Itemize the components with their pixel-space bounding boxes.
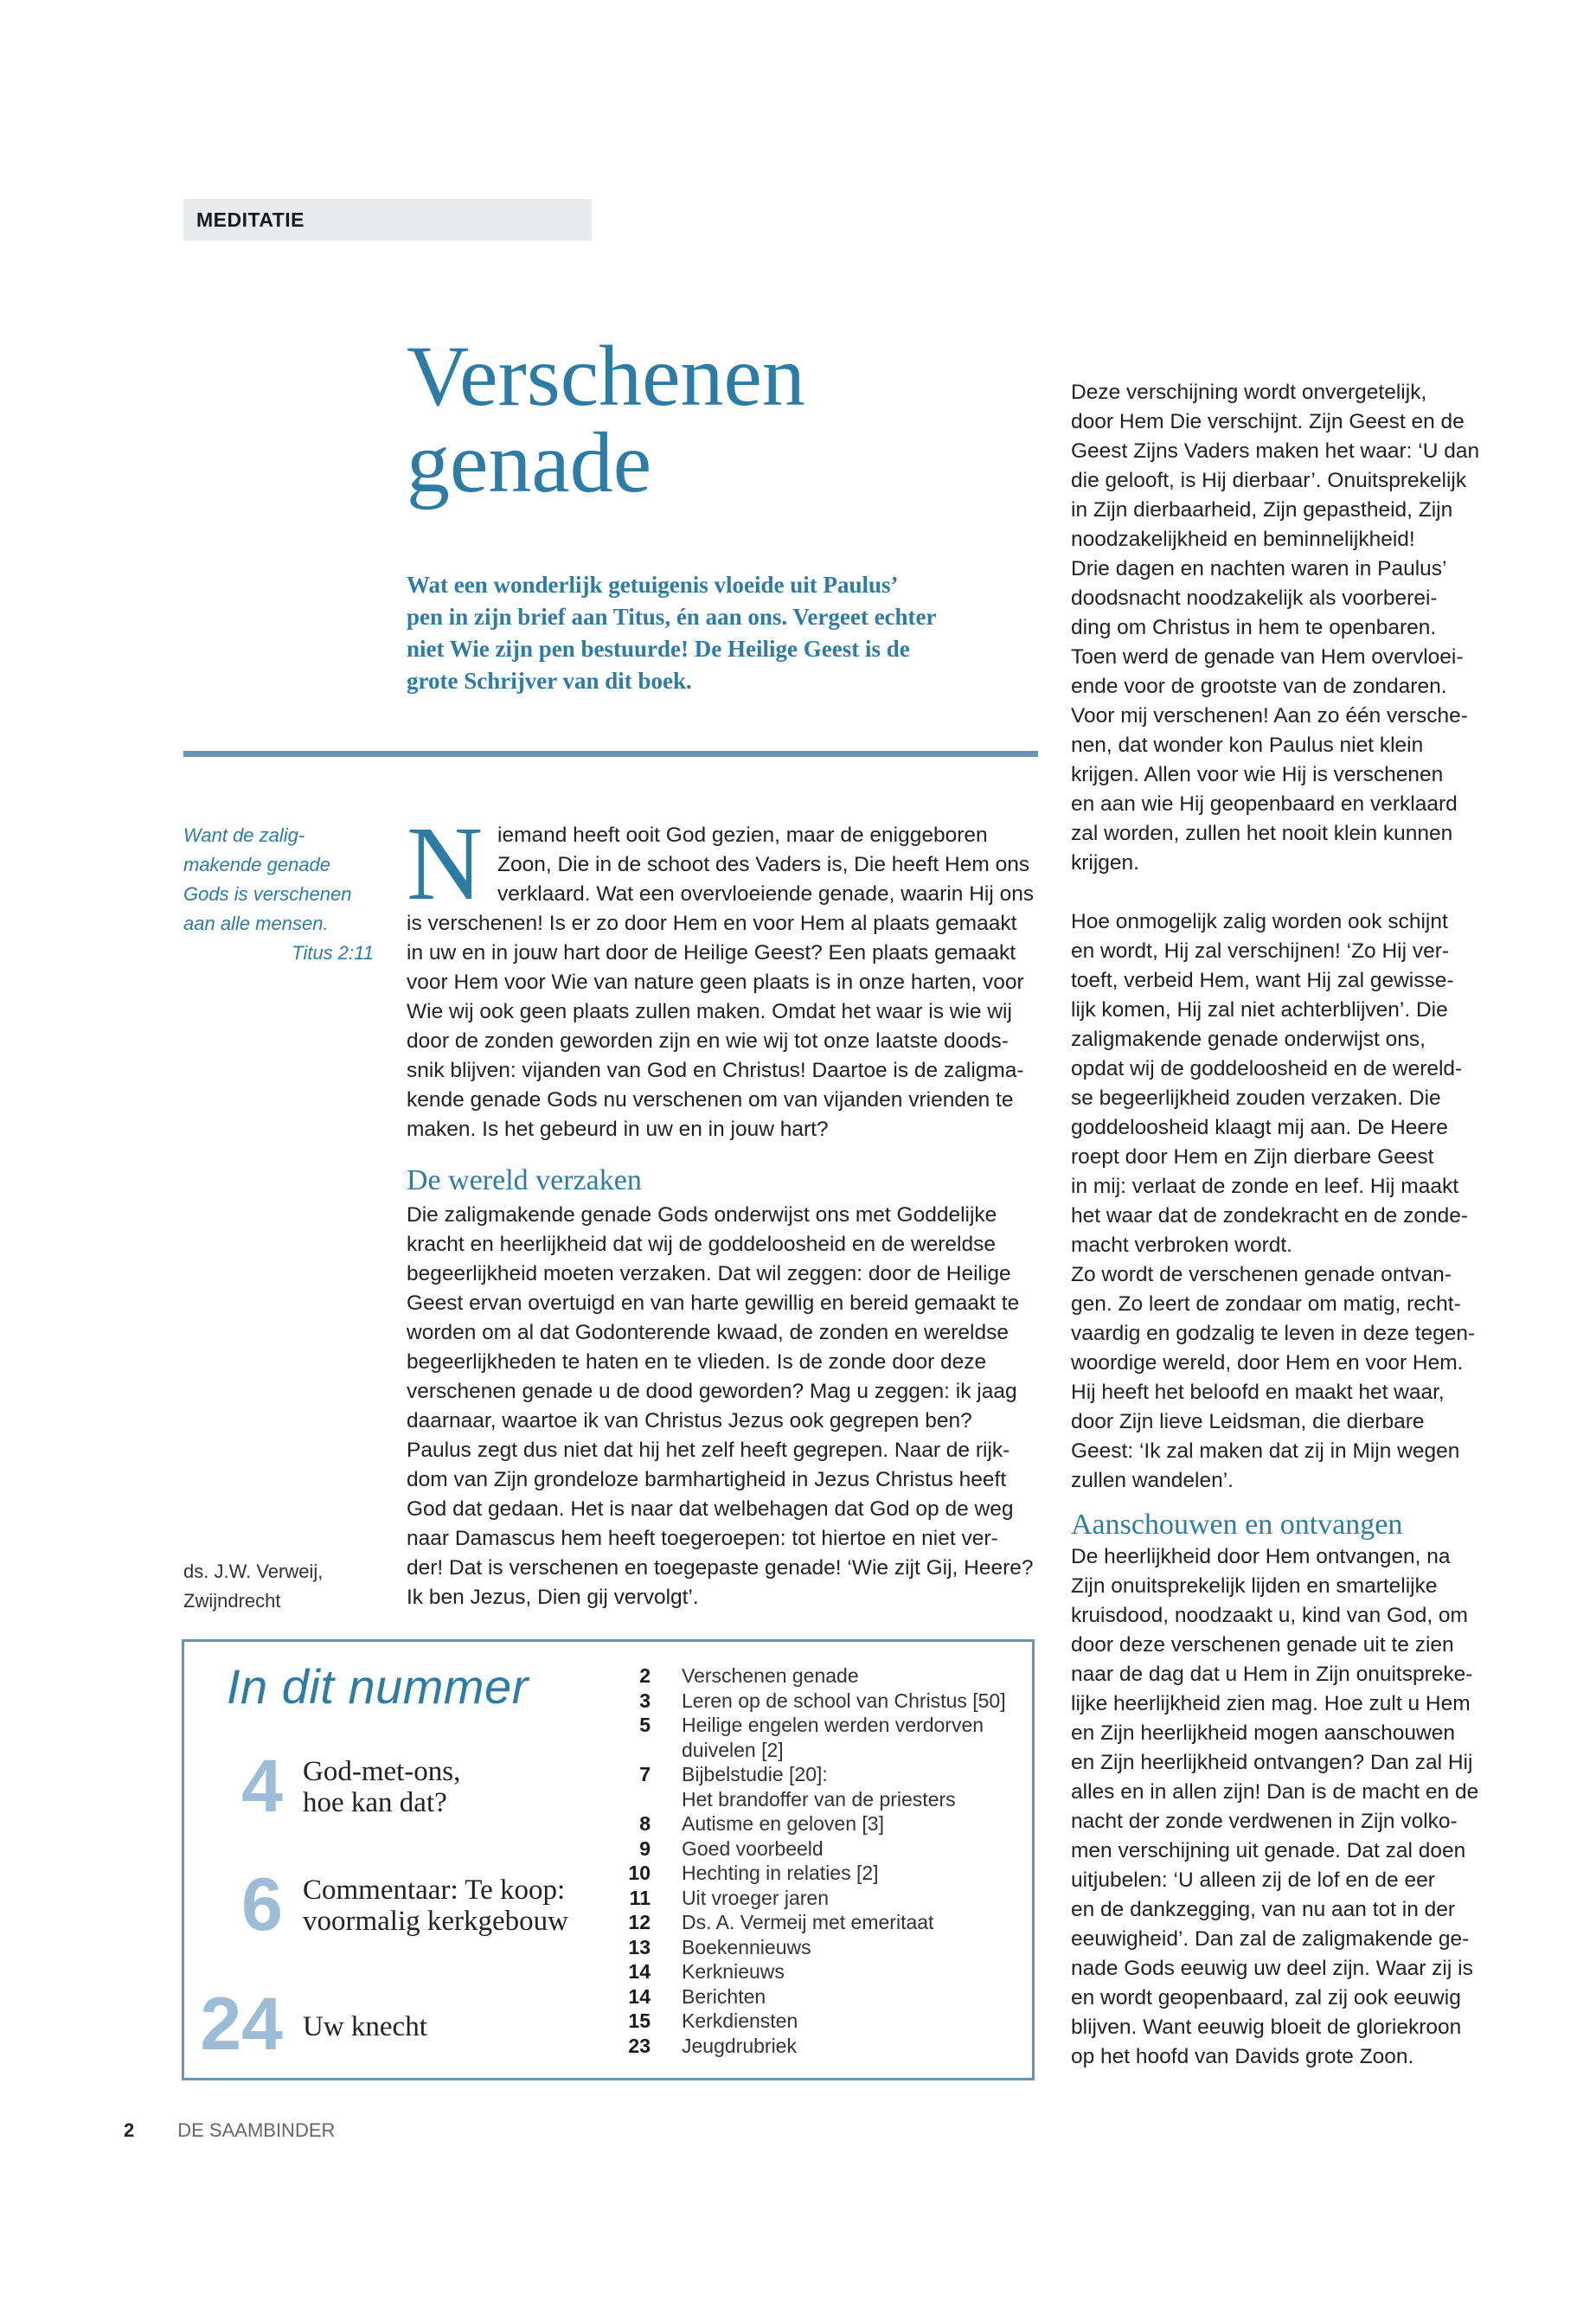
paragraph-gap bbox=[1071, 878, 1486, 907]
body-line: lijke heerlijkheid zien mag. Hoe zult u Hem bbox=[1071, 1692, 1471, 1715]
quote-line: Gods is verschenen bbox=[183, 883, 352, 905]
feature-label bbox=[303, 1875, 614, 1937]
body-line: ende voor de grootste van de zondaren. bbox=[1071, 675, 1447, 698]
body-line: in Zijn dierbaarheid, Zijn gepastheid, Zijn bbox=[1071, 498, 1453, 522]
toc-entry-title: Goed voorbeeld bbox=[682, 1836, 824, 1860]
body-line: De heerlijkheid door Hem ontvangen, na bbox=[1071, 1545, 1451, 1568]
feature-number: 24 bbox=[200, 1983, 283, 2066]
body-line: verklaard. Wat een overvloeiende genade, waarin Hij ons bbox=[497, 882, 1035, 906]
body-line: God dat gedaan. Het is naar dat welbehagen dat God op de weg bbox=[407, 1497, 1014, 1521]
toc-entry[interactable] bbox=[606, 1959, 1029, 1984]
body-line: iemand heeft ooit God gezien, maar de eniggeboren bbox=[497, 824, 988, 847]
body-line: dom van Zijn grondeloze barmhartigheid in Jezus Christus heeft bbox=[407, 1468, 1007, 1491]
feature-line: hoe kan dat? bbox=[303, 1787, 447, 1818]
body-line: en de dankzegging, van nu aan tot in der bbox=[1071, 1898, 1456, 1921]
toc-page: 10 bbox=[628, 1862, 651, 1884]
body-line: uitjubelen: ‘U alleen zij de lof en de eer bbox=[1071, 1868, 1435, 1892]
toc-page: 15 bbox=[628, 2009, 651, 2032]
toc-page: 14 bbox=[628, 1984, 651, 2008]
body-line: door Hem Die verschijnt. Zijn Geest en de bbox=[1071, 410, 1465, 433]
toc-entry[interactable] bbox=[606, 1663, 1029, 1689]
body-line: Geest Zijns Vaders maken het waar: ‘U dan bbox=[1071, 439, 1480, 463]
article-title bbox=[407, 328, 1012, 510]
body-line: alles en in allen zijn! Dan is de macht en de bbox=[1071, 1780, 1479, 1804]
feature-line: God-met-ons, bbox=[303, 1756, 461, 1787]
body-line: blijven. Want eeuwig bloeit de gloriekroon bbox=[1071, 2016, 1462, 2039]
publication-name: DE SAAMBINDER bbox=[177, 2119, 336, 2141]
feature-label bbox=[303, 1756, 614, 1818]
toc-page: 2 bbox=[639, 1664, 651, 1687]
toc-entry-title: Autisme en geloven [3] bbox=[682, 1812, 884, 1835]
body-line: noodzakelijkheid en beminnelijkheid! bbox=[1071, 528, 1415, 551]
body-line: toeft, verbeid Hem, want Hij zal gewisse- bbox=[1071, 969, 1454, 992]
body-line: die gelooft, is Hij dierbaar’. Onuitsprekelijk bbox=[1071, 469, 1467, 492]
body-line: der! Dat is verschenen en toegepaste genade! ‘Wie zijt Gij, Heere? bbox=[407, 1556, 1034, 1580]
body-line: en Zijn heerlijkheid mogen aanschouwen bbox=[1071, 1721, 1456, 1745]
lead-line: pen in zijn brief aan Titus, én aan ons. Vergeet echter bbox=[407, 604, 937, 630]
body-line: verschenen genade u de dood geworden? Mag u zeggen: ik jaag bbox=[407, 1380, 1017, 1403]
body-line: in mij: verlaat de zonde en leef. Hij maakt bbox=[1071, 1175, 1459, 1198]
toc-entry-title: Jeugdrubriek bbox=[682, 2034, 797, 2057]
body-line: in uw en in jouw hart door de Heilige Geest? Een plaats gemaakt bbox=[407, 941, 1016, 965]
toc-entry[interactable] bbox=[606, 1886, 1029, 1911]
body-line: kruisdood, noodzaakt u, kind van God, om bbox=[1071, 1604, 1468, 1627]
lead-line: Wat een wonderlijk getuigenis vloeide uit Paulus’ bbox=[407, 572, 899, 598]
toc-page: 23 bbox=[628, 2034, 651, 2057]
body-line: zal worden, zullen het nooit klein kunnen bbox=[1071, 822, 1453, 845]
body-line: zaligmakende genade onderwijst ons, bbox=[1071, 1028, 1426, 1051]
toc-entry[interactable] bbox=[606, 2009, 1029, 2034]
section-label: MEDITATIE bbox=[183, 199, 592, 240]
body-line: Die zaligmakende genade Gods onderwijst ons met Goddelijke bbox=[407, 1203, 997, 1227]
toc-entry-title: Kerkdiensten bbox=[682, 2009, 798, 2032]
body-line: Drie dagen en nachten waren in Paulus’ bbox=[1071, 557, 1447, 580]
toc-entry-title: Bijbelstudie [20]: bbox=[682, 1763, 828, 1785]
divider-rule bbox=[183, 751, 1038, 757]
body-line: het waar dat de zondekracht en de zonde- bbox=[1071, 1204, 1469, 1227]
body-line: Deze verschijning wordt onvergetelijk, bbox=[1071, 381, 1427, 404]
body-line: Geest: ‘Ik zal maken dat zij in Mijn wegen bbox=[1071, 1439, 1460, 1463]
body-line: Voor mij verschenen! Aan zo één versche- bbox=[1071, 704, 1468, 727]
body-line: snik blijven: vijanden van God en Christus! Daartoe is de zaligma- bbox=[407, 1059, 1024, 1082]
quote-line: aan alle mensen. bbox=[183, 913, 329, 934]
scripture-quote bbox=[183, 821, 374, 968]
body-line: maken. Is het gebeurd in uw en in jouw hart? bbox=[407, 1118, 829, 1141]
body-line: woordige wereld, door Hem en voor Hem. bbox=[1071, 1351, 1464, 1375]
body-line: men verschijning uit genade. Dat zal doen bbox=[1071, 1839, 1466, 1862]
body-line: is verschenen! Is er zo door Hem en voor Hem al plaats gemaakt bbox=[407, 912, 1017, 935]
body-line: Paulus zegt dus niet dat hij het zelf heeft gegrepen. Naar de rijk- bbox=[407, 1439, 1010, 1462]
toc-page: 12 bbox=[628, 1911, 651, 1933]
body-line: Geest ervan overtuigd en van harte gewillig en bereid gemaakt te bbox=[407, 1292, 1020, 1315]
body-line: Ik ben Jezus, Dien gij vervolgt’. bbox=[407, 1586, 699, 1609]
toc-page: 8 bbox=[639, 1812, 651, 1835]
body-line: nacht der zonde verdwenen in Zijn volko- bbox=[1071, 1810, 1458, 1833]
toc-entry-title: Leren op de school van Christus [50] bbox=[682, 1689, 1006, 1712]
toc-entry[interactable] bbox=[606, 1811, 1029, 1836]
toc-page: 13 bbox=[628, 1935, 651, 1958]
toc-entry-title: Heilige engelen werden verdorven bbox=[682, 1714, 984, 1736]
body-line: eeuwigheid’. Dan zal de zaligmakende ge- bbox=[1071, 1927, 1470, 1951]
toc-entry[interactable] bbox=[606, 1935, 1029, 1960]
toc-entry[interactable] bbox=[606, 1984, 1029, 2009]
toc-entry-title: Boekennieuws bbox=[682, 1935, 811, 1958]
body-line: en wordt geopenbaard, zal zij ook eeuwig bbox=[1071, 1986, 1461, 2009]
body-line: krijgen. bbox=[1071, 851, 1139, 875]
toc-entry-title: Uit vroeger jaren bbox=[682, 1886, 830, 1909]
author-place: Zwijndrecht bbox=[183, 1590, 281, 1612]
toc-title: In dit nummer bbox=[227, 1659, 529, 1714]
quote-line: makende genade bbox=[183, 854, 331, 875]
article-lead bbox=[407, 569, 1047, 697]
toc-entry[interactable] bbox=[606, 1861, 1029, 1886]
toc-entry-title: Hechting in relaties [2] bbox=[682, 1862, 879, 1884]
article-intro bbox=[407, 805, 1047, 1144]
toc-entry[interactable] bbox=[606, 1910, 1029, 1935]
toc-feature[interactable] bbox=[192, 1747, 607, 1834]
body-line: Hoe onmogelijk zalig worden ook schijnt bbox=[1071, 910, 1448, 933]
title-line: genade bbox=[407, 414, 652, 510]
body-line: nen, dat wonder kon Paulus niet klein bbox=[1071, 734, 1424, 757]
lead-line: grote Schrijver van dit boek. bbox=[407, 668, 692, 694]
drop-cap: N bbox=[407, 805, 484, 922]
body-line: kracht en heerlijkheid dat wij de goddeloosheid en de wereldse bbox=[407, 1233, 996, 1256]
toc-list bbox=[606, 1663, 1029, 2058]
feature-line: voormalig kerkgebouw bbox=[303, 1906, 569, 1937]
toc-entry[interactable] bbox=[606, 1787, 1029, 1812]
body-line: opdat wij de goddeloosheid en de wereld- bbox=[1071, 1057, 1463, 1080]
quote-line: Want de zalig- bbox=[183, 824, 305, 846]
body-line: Wie wij ook geen plaats zullen maken. Omdat het waar is wie wij bbox=[407, 1000, 1012, 1023]
body-line: gen. Zo leert de zondaar om matig, recht- bbox=[1071, 1292, 1461, 1316]
body-line: lijk komen, Hij zal niet achterblijven’. Die bbox=[1071, 998, 1448, 1022]
body-line: daarnaar, waartoe ik van Christus Jezus ook gegrepen ben? bbox=[407, 1409, 972, 1433]
body-line: door deze verschenen genade uit te zien bbox=[1071, 1633, 1454, 1657]
article-column-2 bbox=[1071, 378, 1486, 2072]
body-line: Toen werd de genade van Hem overvloei- bbox=[1071, 645, 1464, 669]
body-line: naar de dag dat u Hem in Zijn onuitspreke- bbox=[1071, 1663, 1473, 1686]
body-line: roept door Hem en Zijn dierbare Geest bbox=[1071, 1145, 1434, 1169]
toc-entry[interactable] bbox=[606, 1713, 1029, 1738]
toc-entry-title: Het brandoffer van de priesters bbox=[682, 1787, 956, 1811]
body-line: goddeloosheid klaagt mij aan. De Heere bbox=[1071, 1116, 1448, 1139]
toc-page: 7 bbox=[639, 1763, 651, 1785]
toc-entry-title: Kerknieuws bbox=[682, 1960, 785, 1983]
body-line: nade Gods eeuwig uw deel zijn. Waar zij is bbox=[1071, 1957, 1473, 1980]
body-line: Zijn onuitsprekelijk lijden en smartelijke bbox=[1071, 1574, 1438, 1598]
author-credit bbox=[183, 1557, 374, 1616]
toc-feature[interactable] bbox=[192, 1985, 607, 2072]
toc-entry-title: duivelen [2] bbox=[682, 1738, 784, 1761]
toc-feature[interactable] bbox=[192, 1863, 607, 1952]
body-line: kende genade Gods nu verschenen om van vijanden vrienden te bbox=[407, 1088, 1014, 1112]
subheading: De wereld verzaken bbox=[407, 1164, 642, 1196]
body-line: zullen wandelen’. bbox=[1071, 1469, 1234, 1492]
toc-entry-title: Verschenen genade bbox=[682, 1664, 859, 1687]
body-line: door Zijn lieve Leidsman, die dierbare bbox=[1071, 1410, 1425, 1433]
feature-number: 6 bbox=[241, 1863, 283, 1946]
feature-line: Uw knecht bbox=[303, 2011, 427, 2042]
body-line: en aan wie Hij geopenbaard en verklaard bbox=[1071, 792, 1458, 816]
author-name: ds. J.W. Verweij, bbox=[183, 1561, 324, 1582]
toc-entry-title: Ds. A. Vermeij met emeritaat bbox=[682, 1911, 934, 1933]
body-line: worden om al dat Godonterende kwaad, de zonden en wereldse bbox=[407, 1321, 1009, 1344]
body-line: door de zonden geworden zijn en wie wij tot onze laatste doods- bbox=[407, 1029, 1009, 1053]
body-line: op het hoofd van Davids grote Zoon. bbox=[1071, 2045, 1414, 2068]
subheading: Aanschouwen en ontvangen bbox=[1071, 1509, 1403, 1541]
body-line: krijgen. Allen voor wie Hij is verschenen bbox=[1071, 763, 1444, 786]
page-footer bbox=[124, 2118, 335, 2144]
feature-line: Commentaar: Te koop: bbox=[303, 1875, 566, 1906]
body-line: begeerlijkheid moeten verzaken. Dat wil zeggen: door de Heilige bbox=[407, 1262, 1011, 1285]
body-line: begeerlijkheden te haten en te vlieden. Is de zonde door deze bbox=[407, 1350, 987, 1374]
body-line: ding om Christus in hem te openbaren. bbox=[1071, 616, 1437, 639]
toc-entry[interactable] bbox=[606, 1762, 1029, 1787]
body-line: se begeerlijkheid zouden verzaken. Die bbox=[1071, 1086, 1441, 1110]
body-line: voor Hem voor Wie van nature geen plaats is in onze harten, voor bbox=[407, 971, 1024, 994]
toc-page: 11 bbox=[629, 1886, 651, 1909]
toc-page: 9 bbox=[639, 1836, 651, 1860]
body-line: vaardig en godzalig te leven in deze tegen- bbox=[1071, 1322, 1476, 1345]
feature-label bbox=[303, 2011, 614, 2042]
toc-page: 3 bbox=[639, 1689, 651, 1712]
article-section-1 bbox=[407, 1201, 1047, 1612]
title-line: Verschenen bbox=[407, 328, 805, 424]
body-line: en wordt, Hij zal verschijnen! ‘Zo Hij ver- bbox=[1071, 939, 1450, 963]
toc-entry[interactable] bbox=[606, 1689, 1029, 1714]
body-line: doodsnacht noodzakelijk als voorberei- bbox=[1071, 586, 1438, 610]
page-number: 2 bbox=[124, 2119, 135, 2141]
body-line: naar Damascus hem heeft toegeroepen: tot hiertoe en niet ver- bbox=[407, 1527, 998, 1550]
body-line: macht verbroken wordt. bbox=[1071, 1234, 1292, 1257]
body-line: Zoon, Die in de schoot des Vaders is, Die heeft Hem ons bbox=[497, 853, 1030, 876]
toc-entry[interactable] bbox=[606, 1738, 1029, 1763]
toc-entry[interactable] bbox=[606, 1836, 1029, 1862]
feature-number: 4 bbox=[241, 1745, 283, 1828]
body-line: Zo wordt de verschenen genade ontvan- bbox=[1071, 1263, 1452, 1286]
lead-line: niet Wie zijn pen bestuurde! De Heilige Geest is de bbox=[407, 636, 910, 662]
toc-entry[interactable] bbox=[606, 2034, 1029, 2059]
quote-reference: Titus 2:11 bbox=[292, 942, 374, 964]
body-line: en Zijn heerlijkheid ontvangen? Dan zal Hij bbox=[1071, 1751, 1473, 1774]
body-line: Hij heeft het beloofd en maakt het waar, bbox=[1071, 1381, 1445, 1404]
toc-page: 14 bbox=[628, 1960, 651, 1983]
toc-entry-title: Berichten bbox=[682, 1984, 766, 2008]
toc-page: 5 bbox=[639, 1714, 651, 1736]
